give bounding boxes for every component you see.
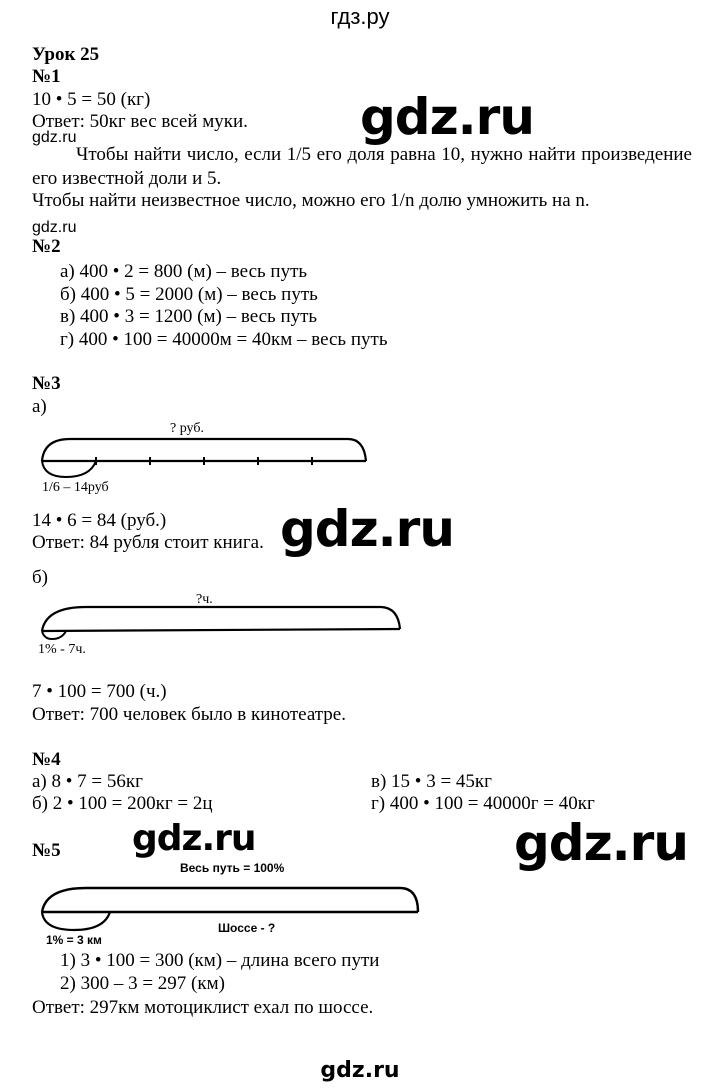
task1-equation: 10 • 5 = 50 (кг): [32, 89, 151, 110]
task3-b-answer: Ответ: 700 человек было в кинотеатре.: [32, 704, 346, 725]
task1-rule-paragraph: Чтобы найти число, если 1/5 его доля равна 10, нужно найти произведение его известной доли и 5.: [32, 144, 692, 189]
diagram-c-part-brace: [42, 912, 110, 930]
task2-line-v: в) 400 • 3 = 1200 (м) – весь путь: [60, 306, 318, 327]
task4-item-g: г) 400 • 100 = 40000г = 40кг: [371, 793, 595, 814]
diagram-b-top-label: ?ч.: [196, 592, 213, 607]
task2-line-b: б) 400 • 5 = 2000 (м) – весь путь: [60, 284, 318, 305]
task1-heading: №1: [32, 66, 61, 87]
watermark-large: gdz.ru: [132, 818, 256, 859]
task4-item-a: а) 8 • 7 = 56кг: [32, 771, 143, 792]
segment-diagram-b: [30, 585, 410, 655]
segment-diagram-c: [30, 860, 430, 950]
task3-part-a-label: а): [32, 396, 47, 417]
diagram-a-bottom-label: 1/6 – 14руб: [42, 480, 109, 495]
diagram-b-bottom-label: 1% - 7ч.: [38, 642, 86, 657]
diagram-b-part-brace: [42, 631, 66, 639]
task3-a-equation: 14 • 6 = 84 (руб.): [32, 510, 167, 531]
diagram-a-part-brace: [42, 461, 96, 477]
watermark-top: гдз.ру: [330, 4, 390, 29]
task1-general-rule: Чтобы найти неизвестное число, можно его 1/n долю умножить на n.: [32, 190, 590, 211]
task3-part-b-label: б): [32, 567, 48, 588]
task5-heading: №5: [32, 840, 61, 861]
watermark-large: gdz.ru: [514, 814, 688, 872]
task2-line-a: а) 400 • 2 = 800 (м) – весь путь: [60, 261, 308, 282]
task4-item-v: в) 15 • 3 = 45кг: [371, 771, 492, 792]
watermark-small: gdz.ru: [32, 129, 77, 146]
task3-a-answer: Ответ: 84 рубля стоит книга.: [32, 532, 264, 553]
watermark-footer: gdz.ru: [320, 1058, 400, 1083]
diagram-a-top-label: ? руб.: [170, 421, 204, 436]
lesson-title: Урок 25: [32, 44, 100, 65]
diagram-c-top-label: Весь путь = 100%: [180, 861, 285, 875]
watermark-large: gdz.ru: [360, 88, 534, 146]
diagram-c-right-label: Шоссе - ?: [218, 921, 276, 935]
watermark-small: gdz.ru: [32, 219, 77, 236]
diagram-b-total-brace: [42, 607, 400, 631]
segment-diagram-a: [30, 415, 380, 495]
task3-heading: №3: [32, 373, 61, 394]
task3-b-equation: 7 • 100 = 700 (ч.): [32, 681, 167, 702]
task4-heading: №4: [32, 749, 61, 770]
diagram-c-left-label: 1% = 3 км: [46, 933, 102, 947]
task5-step-1: 1) 3 • 100 = 300 (км) – длина всего пути: [60, 950, 380, 971]
watermark-large: gdz.ru: [280, 500, 454, 558]
task1-answer: Ответ: 50кг вес всей муки.: [32, 111, 248, 132]
task5-step-2: 2) 300 – 3 = 297 (км): [60, 973, 225, 994]
task2-line-g: г) 400 • 100 = 40000м = 40км – весь путь: [60, 329, 388, 350]
task4-item-b: б) 2 • 100 = 200кг = 2ц: [32, 793, 213, 814]
diagram-c-total-brace: [42, 888, 418, 912]
diagram-b-segment-line: [42, 629, 400, 631]
task5-answer: Ответ: 297км мотоциклист ехал по шоссе.: [32, 997, 374, 1018]
task2-heading: №2: [32, 236, 61, 257]
